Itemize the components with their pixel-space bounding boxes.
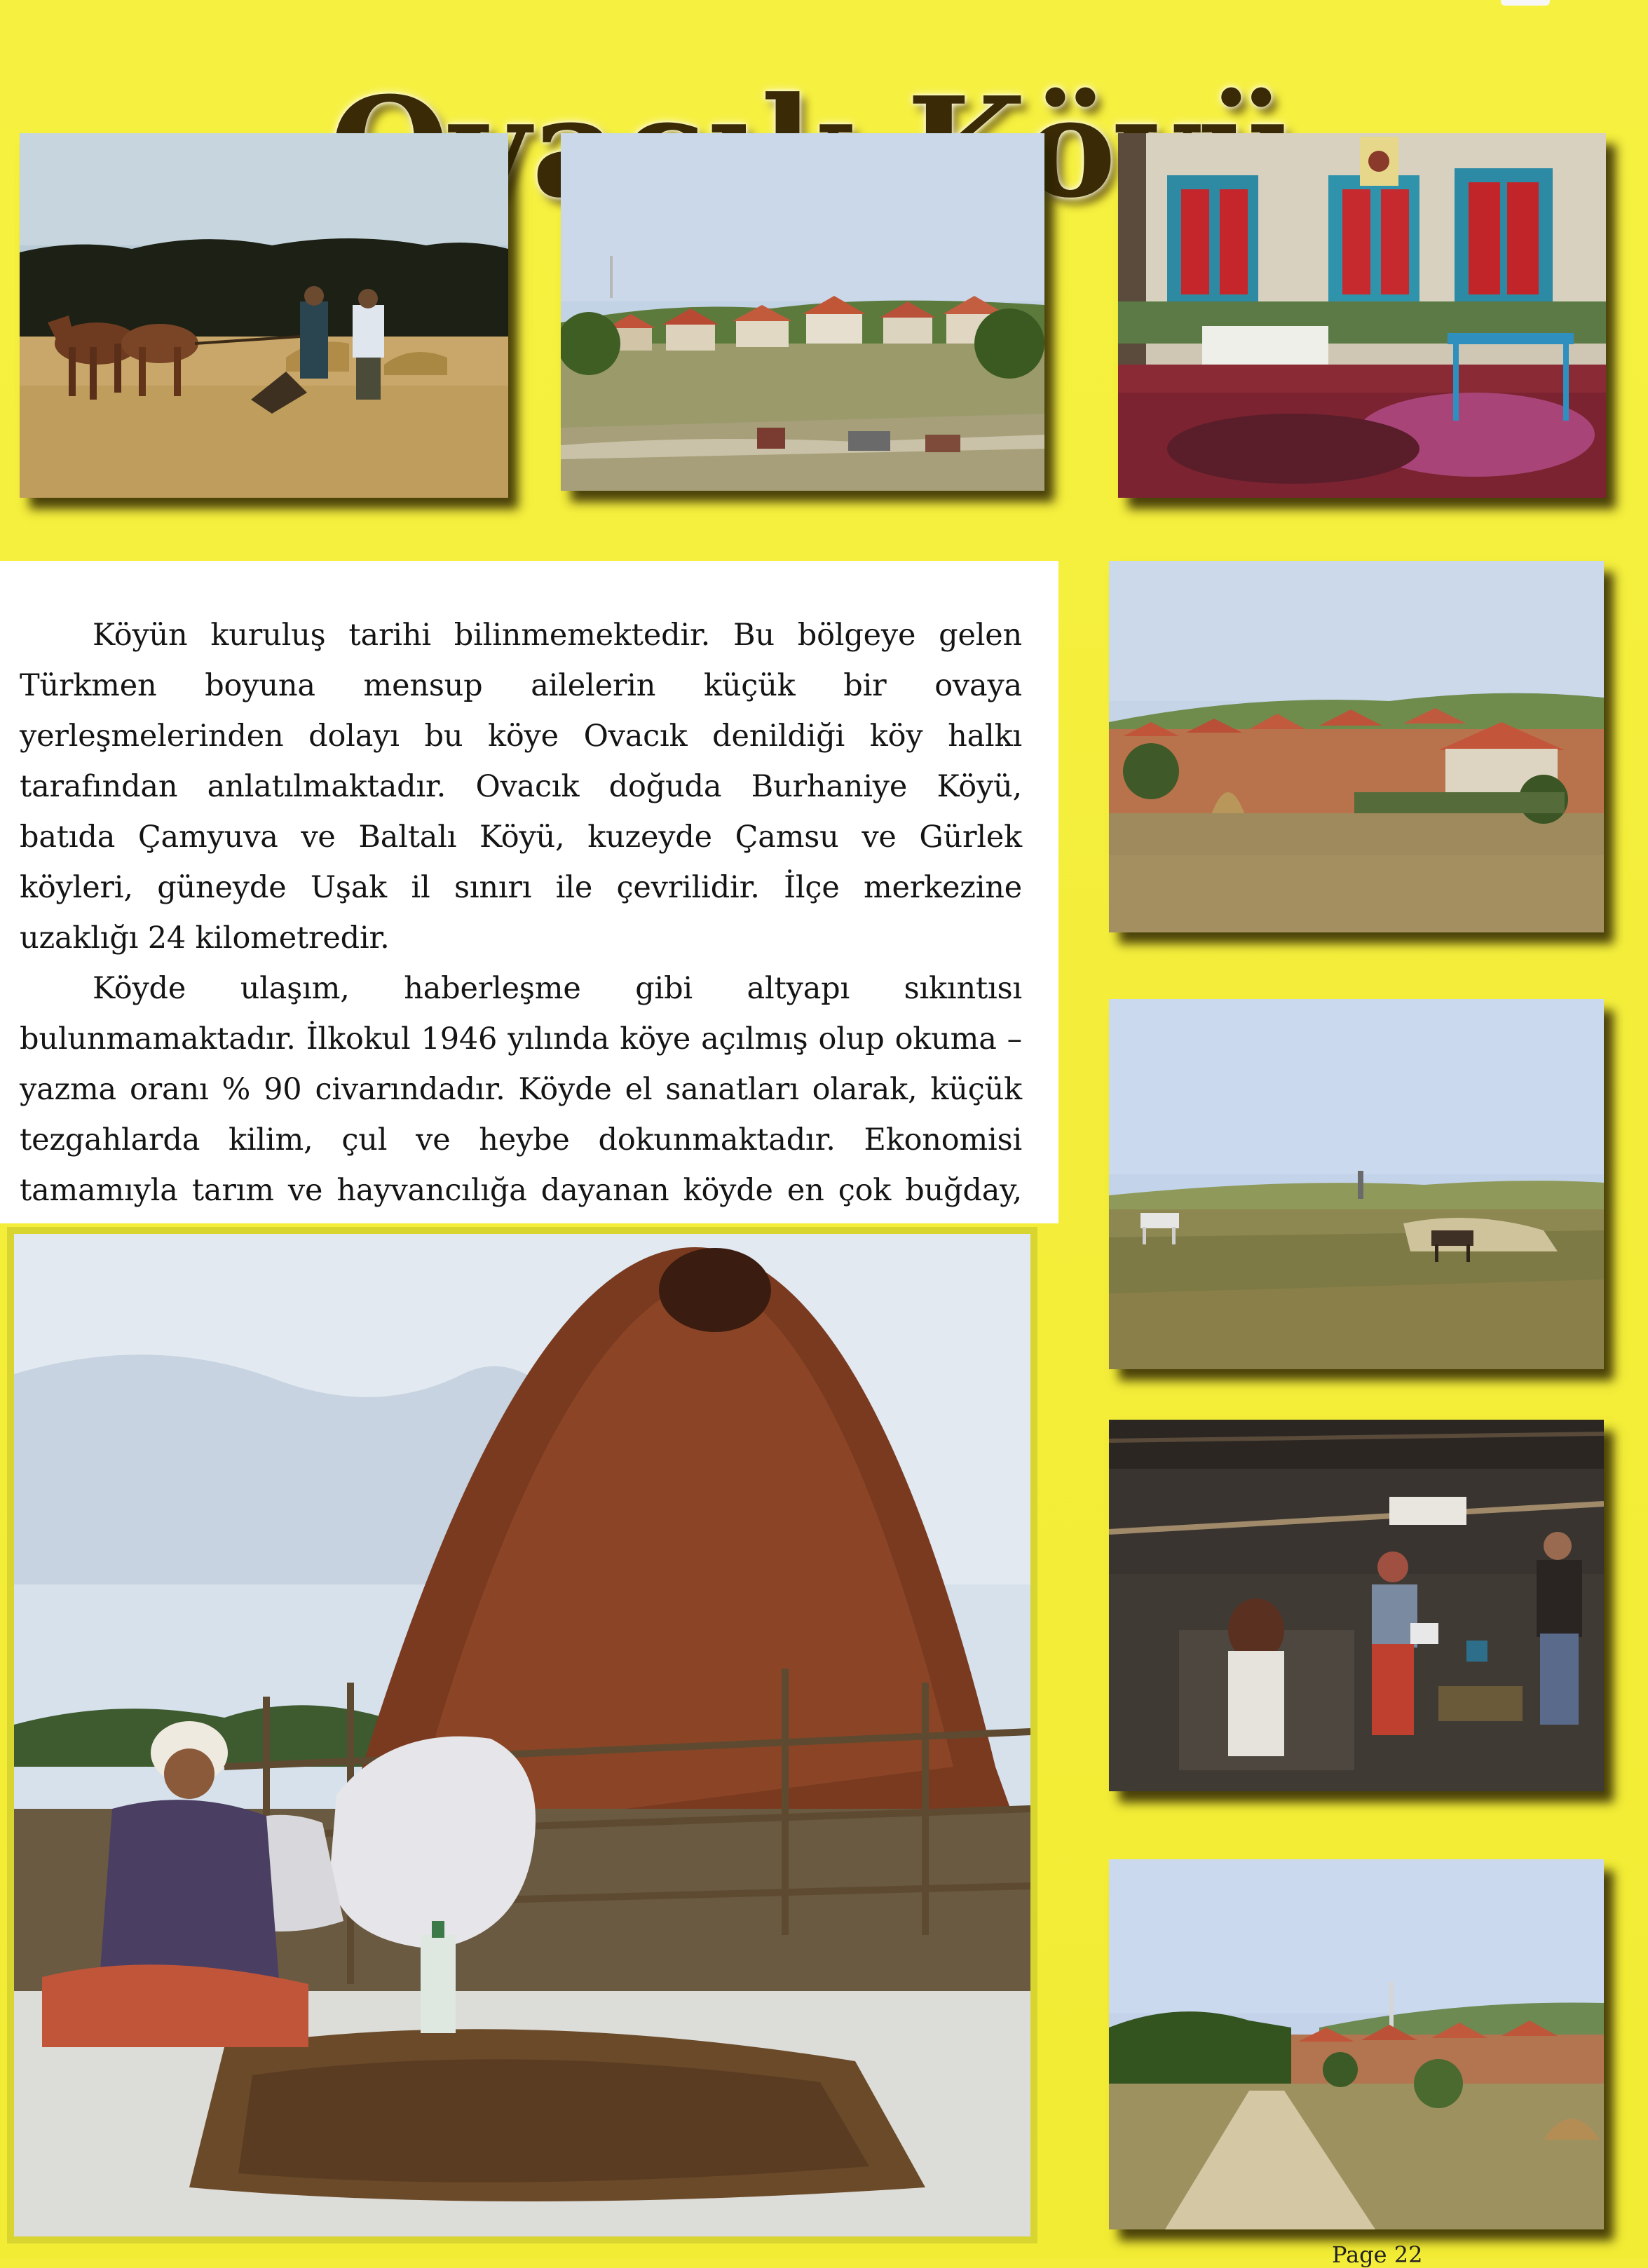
corner-badge [1501,0,1550,6]
photo-field-horses [1109,999,1604,1369]
article-paragraph-1: Köyün kuruluş tarihi bilinmemektedir. Bu bölgeye gelen Türkmen boyuna mensup ailelerin küçük bir ovaya yerleşmelerinden dolayı bu köye Ovacık denildiği köy halkı tarafından anlatılmaktadır. Ovacık doğuda Burhaniye Köyü, batıda Çamyuva ve Baltalı Köyü, kuzeyde Çamsu ve Gürlek köyleri, güneyde Uşak il sınırı ile çevrilidir. İlçe merkezine uzaklığı 24 kilometredir. [20,618,1022,956]
photo-interior-room [1118,133,1606,498]
article-paragraph-2: Köyde ulaşım, haberleşme gibi altyapı sıkıntısı bulunmamaktadır. İlkokul 1946 yılında köye açılmış olup okuma – yazma oranı % 90 civarındadır. Köyde el sanatları olarak, küçük tezgahlarda kilim, çul ve heybe dokunmaktadır. Ekonomisi tamamıyla tarım ve hayvancılığa dayanan köyde en çok buğday, [20,971,1022,1208]
photo-threshing-horses [20,133,508,498]
photo-village-road [1109,1859,1604,2229]
page-number: Page 22 [1332,2241,1423,2268]
article-body [20,610,1022,1266]
photo-haystack-woman [7,1227,1037,2243]
page-title: Köyü [906,67,1300,229]
article-text-block [0,561,1058,1223]
photo-village-haystack [1109,561,1604,932]
photo-village-view [561,133,1044,491]
photo-indoor-women [1109,1420,1604,1791]
